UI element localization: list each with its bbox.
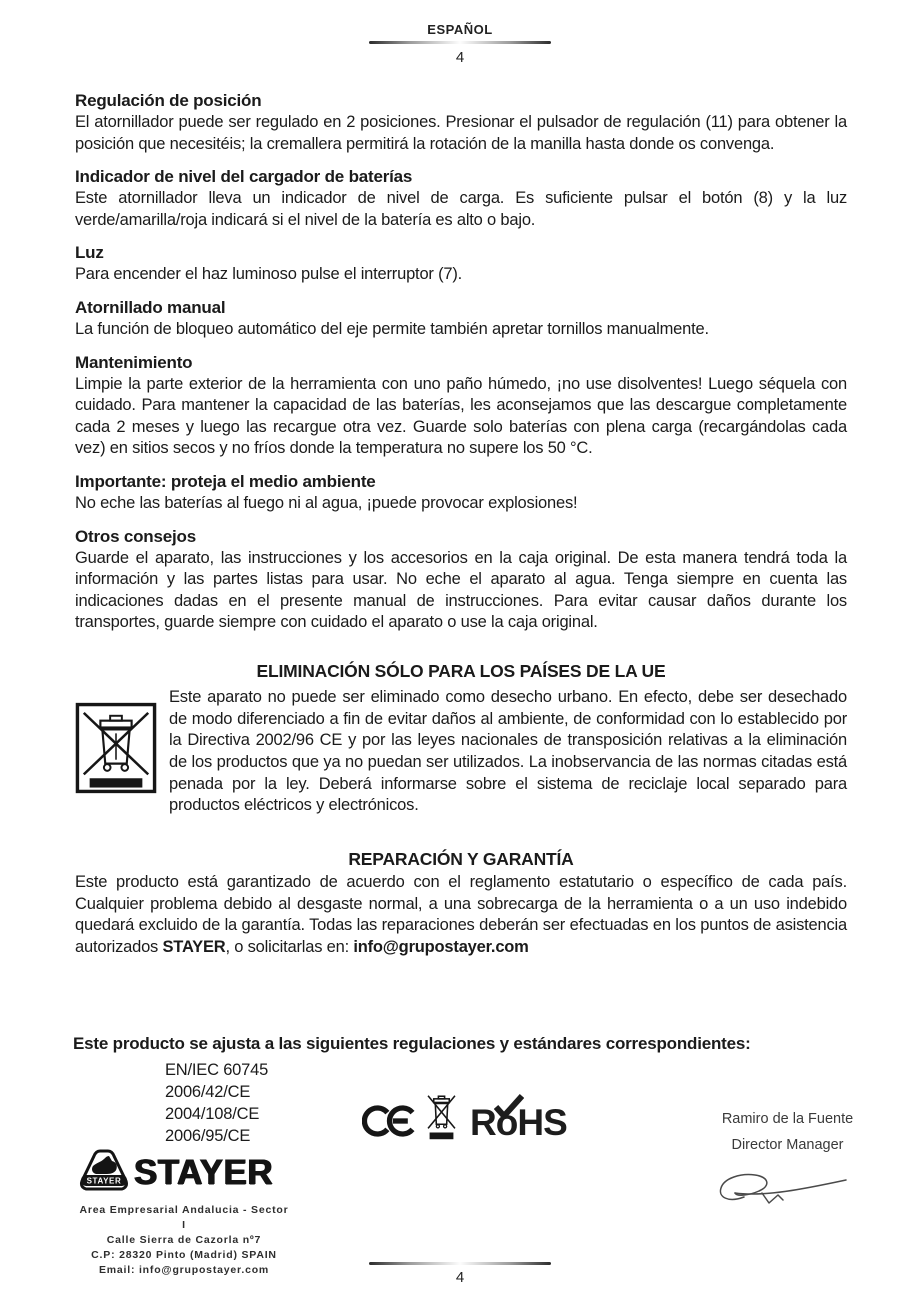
section-heading: Indicador de nivel del cargador de baterías bbox=[75, 167, 413, 187]
standards-intro: Este producto se ajusta a las siguientes regulaciones y estándares correspondientes: bbox=[73, 1034, 751, 1053]
address-line: Area Empresarial Andalucia - Sector I bbox=[79, 1204, 289, 1231]
section-body: La función de bloqueo automático del eje permite también apretar tornillos manualmente. bbox=[75, 319, 709, 338]
weee-crossed-bin-icon bbox=[75, 702, 157, 817]
section-heading: Importante: proteja el medio ambiente bbox=[75, 471, 376, 491]
section-otros-consejos bbox=[75, 526, 847, 634]
header-page-number: 4 bbox=[455, 49, 465, 66]
section-heading: Atornillado manual bbox=[75, 297, 226, 317]
section-luz bbox=[75, 242, 847, 286]
section-heading: Otros consejos bbox=[75, 526, 196, 546]
section-heading: Mantenimiento bbox=[75, 352, 193, 372]
elimination-heading: ELIMINACIÓN SÓLO PARA LOS PAÍSES DE LA UE bbox=[256, 660, 666, 681]
section-heading: Luz bbox=[75, 243, 104, 263]
page-header bbox=[0, 0, 920, 66]
rohs-letters-hs: HS bbox=[517, 1102, 567, 1143]
stayer-wordmark: STAYER bbox=[134, 1152, 274, 1192]
language-label: ESPAÑOL bbox=[427, 22, 493, 37]
address-line: Email: info@grupostayer.com bbox=[98, 1264, 270, 1276]
company-logo-block bbox=[78, 1148, 290, 1278]
repair-body bbox=[75, 872, 847, 958]
stayer-emblem-text: STAYER bbox=[86, 1176, 122, 1186]
section-body: Para encender el haz luminoso pulse el interruptor (7). bbox=[75, 265, 463, 284]
standard-item: 2006/95/CE bbox=[165, 1127, 251, 1145]
section-body: Guarde el aparato, las instrucciones y los accesorios en la caja original. De esta manera tendrá toda la información y las partes listas para usar. No eche el aparato al agua. Tenga siempre en cuenta las indicaciones dadas en el presente manual de instrucciones. Para evitar causar daños durante los transportes, guarde siempre con cuidado el aparato o use la caja original. bbox=[75, 548, 847, 632]
standard-item: EN/IEC 60745 bbox=[165, 1061, 269, 1079]
section-body: Este atornillador lleva un indicador de nivel de carga. Es suficiente pulsar el botón (8) y la luz verde/amarilla/roja indicará si el nivel de la batería es alto o bajo. bbox=[75, 189, 847, 229]
elimination-block bbox=[75, 687, 847, 817]
address-line: Calle Sierra de Cazorla nº7 bbox=[106, 1234, 262, 1246]
page-footer bbox=[0, 1262, 920, 1286]
signatory-title: Director Manager bbox=[731, 1137, 844, 1153]
stayer-emblem-icon bbox=[78, 1148, 130, 1197]
section-atornillado-manual bbox=[75, 297, 847, 341]
standard-item: 2004/108/CE bbox=[165, 1105, 260, 1123]
section-body: Limpie la parte exterior de la herramienta con uno paño húmedo, ¡no use disolventes! Luego séquela con cuidado. Para mantener la capacidad de las baterías, les aconsejamos que las descargue completamente cada 2 meses y luego las recargue otra vez. Guarde solo baterías con plena carga (recargándolas cada vez) en sitios secos y no fríos donde la temperatura no supere los 50 °C. bbox=[75, 374, 847, 458]
rohs-mark bbox=[470, 1104, 567, 1142]
section-regulacion bbox=[75, 90, 847, 155]
footer-divider bbox=[369, 1262, 551, 1265]
rohs-check-icon bbox=[494, 1087, 524, 1125]
address-line: C.P: 28320 Pinto (Madrid) SPAIN bbox=[91, 1249, 277, 1261]
signature-scribble bbox=[712, 1166, 854, 1219]
page-content bbox=[0, 66, 920, 959]
section-body: El atornillador puede ser regulado en 2 posiciones. Presionar el pulsador de regulación (11) para obtener la posición que necesitéis; la cremallera permitirá la rotación de la manilla hasta donde os convenga. bbox=[75, 113, 847, 153]
rohs-letter-o: o bbox=[495, 1102, 518, 1143]
ce-mark-icon bbox=[362, 1102, 416, 1145]
footer-page-number: 4 bbox=[455, 1269, 465, 1286]
signatory-block bbox=[700, 1110, 875, 1153]
signatory-name: Ramiro de la Fuente bbox=[721, 1111, 854, 1127]
section-indicador bbox=[75, 166, 847, 231]
repair-body-text2: , o solicitarlas en: bbox=[225, 937, 354, 956]
repair-body-text: Este producto está garantizado de acuerdo con el reglamento estatutario o específico de cada país. Cualquier problema debido al desgaste normal, a una sobrecarga de la herramienta o a un uso indebido quedará excluido de la garantía. Todas las reparaciones deberán ser efectuadas en los puntos de asistencia autorizados bbox=[75, 873, 847, 956]
section-importante bbox=[75, 471, 847, 515]
brand-name: STAYER bbox=[162, 937, 226, 956]
standard-item: 2006/42/CE bbox=[165, 1083, 251, 1101]
section-heading: Regulación de posición bbox=[75, 91, 262, 110]
weee-crossed-bin-icon-small bbox=[427, 1094, 456, 1147]
repair-heading: REPARACIÓN Y GARANTÍA bbox=[348, 849, 574, 870]
elimination-body: Este aparato no puede ser eliminado como desecho urbano. En efecto, debe ser desechado de modo diferenciado a fin de evitar daños al ambiente, de conformidad con lo establecido por la Directiva 2002/96 CE y por las leyes nacionales de transposición relativas a la eliminación de los productos que ya no puedan ser utilizados. La inobservancia de las normas citadas está penada por la ley. Deberá informarse sobre el sistema de reciclaje local separado para productos eléctricos y electrónicos. bbox=[169, 687, 847, 815]
rohs-letter-r: R bbox=[470, 1102, 496, 1143]
header-divider bbox=[369, 41, 551, 44]
section-mantenimiento bbox=[75, 352, 847, 460]
standards-list bbox=[165, 1059, 268, 1147]
support-email: info@grupostayer.com bbox=[353, 937, 529, 956]
section-body: No eche las baterías al fuego ni al agua, ¡puede provocar explosiones! bbox=[75, 493, 578, 512]
